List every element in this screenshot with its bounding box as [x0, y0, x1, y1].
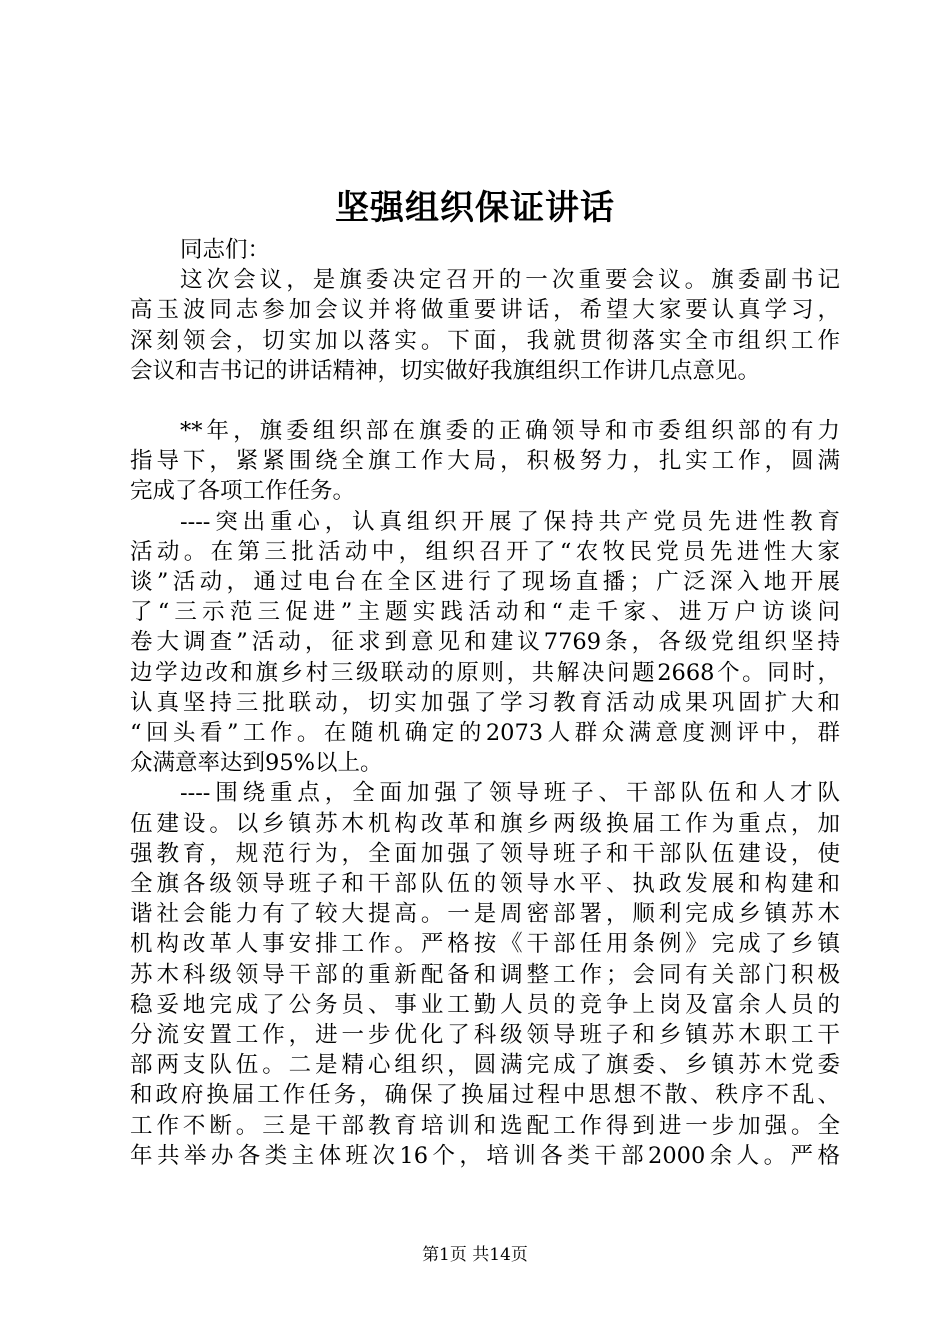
paragraph-3-line-6: 边学边改和旗乡村三级联动的原则，共解决问题2668个。同时， — [130, 659, 840, 686]
paragraph-2-line-3: 完成了各项工作任务。 — [130, 478, 356, 505]
paragraph-3-line-4: 了“三示范三促进”主题实践活动和“走千家、进万户访谈问 — [130, 599, 840, 626]
paragraph-4-line-13: 年共举办各类主体班次16个，培训各类干部2000余人。严格 — [130, 1142, 840, 1169]
document-title: 坚强组织保证讲话 — [335, 188, 615, 228]
paragraph-4-line-6: 机构改革人事安排工作。严格按《干部任用条例》完成了乡镇 — [130, 931, 840, 958]
paragraph-4-line-4: 全旗各级领导班子和干部队伍的领导水平、执政发展和构建和 — [130, 871, 840, 898]
paragraph-4-line-11: 和政府换届工作任务，确保了换届过程中思想不散、秩序不乱、 — [130, 1082, 840, 1109]
paragraph-3-line-8: “回头看”工作。在随机确定的2073人群众满意度测评中，群 — [130, 720, 840, 747]
paragraph-2-line-2: 指导下，紧紧围绕全旗工作大局，积极努力，扎实工作，圆满 — [130, 448, 840, 475]
paragraph-4-line-5: 谐社会能力有了较大提高。一是周密部署，顺利完成乡镇苏木 — [130, 901, 840, 928]
document-body — [130, 235, 840, 1171]
paragraph-4-line-7: 苏木科级领导干部的重新配备和调整工作；会同有关部门积极 — [130, 961, 840, 988]
paragraph-1-line-3: 深刻领会，切实加以落实。下面，我就贯彻落实全市组织工作 — [130, 327, 840, 354]
paragraph-3-line-3: 谈”活动，通过电台在全区进行了现场直播；广泛深入地开展 — [130, 569, 840, 596]
paragraph-4-line-1: ----围绕重点，全面加强了领导班子、干部队伍和人才队 — [180, 780, 840, 807]
paragraph-4-line-12: 工作不断。三是干部教育培训和选配工作得到进一步加强。全 — [130, 1112, 840, 1139]
paragraph-3-line-9: 众满意率达到95%以上。 — [130, 750, 383, 777]
paragraph-4-line-3: 强教育，规范行为，全面加强了领导班子和干部队伍建设，使 — [130, 840, 840, 867]
paragraph-gap — [130, 386, 840, 416]
paragraph-1-line-2: 高玉波同志参加会议并将做重要讲话，希望大家要认真学习， — [130, 297, 840, 324]
paragraph-4-line-2: 伍建设。以乡镇苏木机构改革和旗乡两级换届工作为重点，加 — [130, 810, 840, 837]
page-number-footer: 第1页 共14页 — [422, 1245, 528, 1265]
paragraph-2-line-1: **年，旗委组织部在旗委的正确领导和市委组织部的有力 — [180, 418, 840, 445]
paragraph-4-line-8: 稳妥地完成了公务员、事业工勤人员的竞争上岗及富余人员的 — [130, 991, 840, 1018]
paragraph-1-line-1: 这次会议，是旗委决定召开的一次重要会议。旗委副书记 — [180, 267, 840, 294]
paragraph-3-line-1: ----突出重心，认真组织开展了保持共产党员先进性教育 — [180, 508, 840, 535]
paragraph-3-line-7: 认真坚持三批联动，切实加强了学习教育活动成果巩固扩大和 — [130, 689, 840, 716]
paragraph-4-line-10: 部两支队伍。二是精心组织，圆满完成了旗委、乡镇苏木党委 — [130, 1052, 840, 1079]
paragraph-1-line-4: 会议和吉书记的讲话精神，切实做好我旗组织工作讲几点意见。 — [130, 357, 761, 384]
paragraph-3-line-5: 卷大调查”活动，征求到意见和建议7769条，各级党组织坚持 — [130, 629, 840, 656]
salutation: 同志们： — [180, 237, 271, 263]
paragraph-3-line-2: 活动。在第三批活动中，组织召开了“农牧民党员先进性大家 — [130, 538, 840, 565]
paragraph-4-line-9: 分流安置工作，进一步优化了科级领导班子和乡镇苏木职工干 — [130, 1022, 840, 1049]
